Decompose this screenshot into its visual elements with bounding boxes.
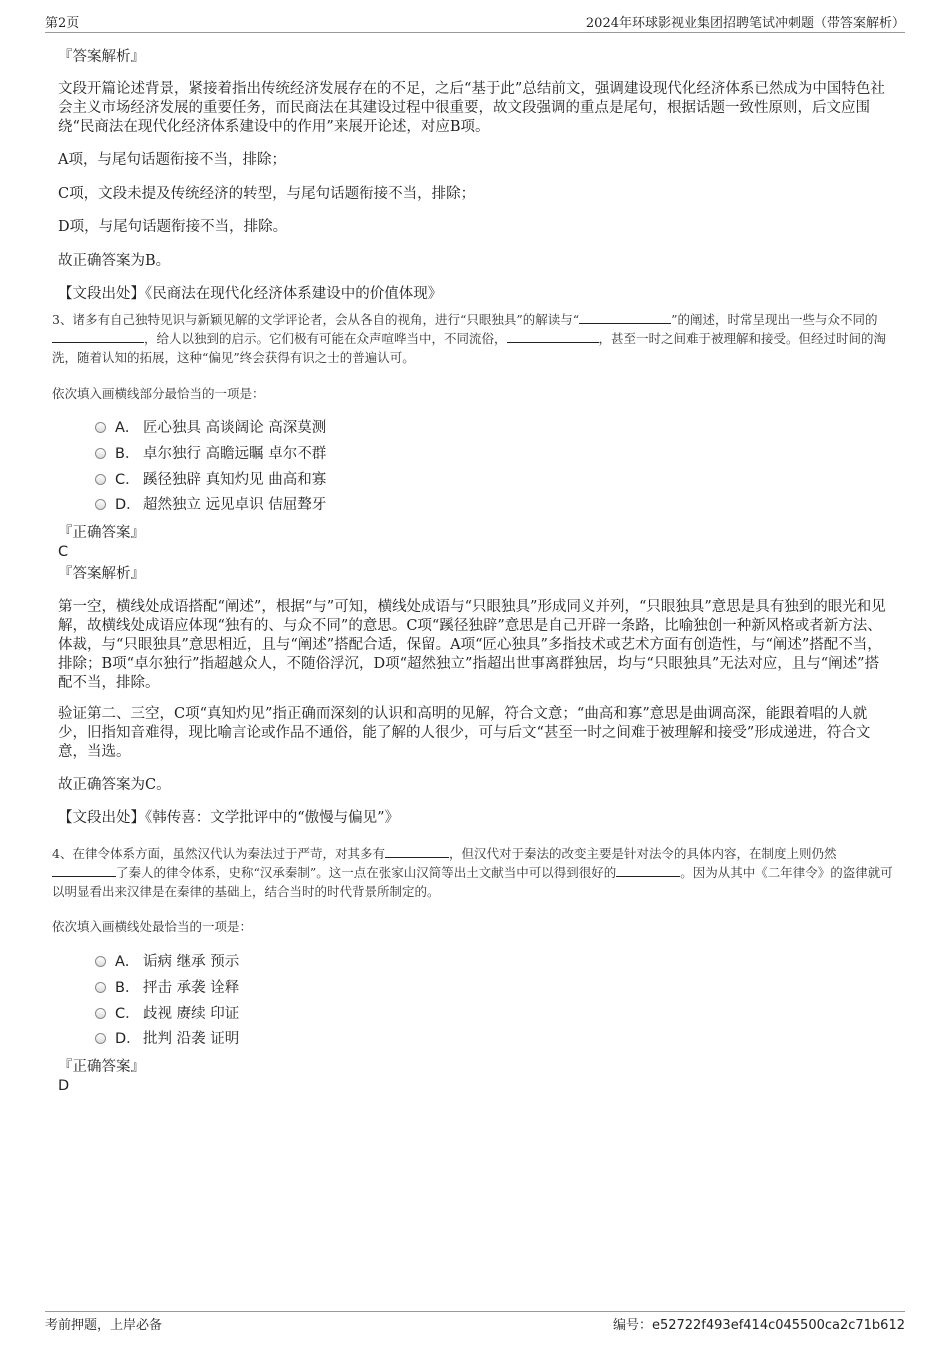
correct-answer-label: 『正确答案』: [58, 1059, 145, 1075]
fill-blank: [579, 311, 671, 324]
radio-icon[interactable]: [95, 499, 106, 510]
text-source: 【文段出处】《韩传喜：文学批评中的“傲慢与偏见”》: [58, 810, 400, 826]
answer-conclusion: 故正确答案为C。: [58, 777, 171, 793]
fill-blank: [385, 845, 449, 858]
correct-answer: C: [58, 544, 69, 560]
q3-option-c[interactable]: C． 蹊径独辟 真知灼见 曲高和寡: [95, 470, 326, 490]
q4-option-d[interactable]: D． 批判 沿袭 证明: [95, 1029, 239, 1049]
q3-option-d[interactable]: D． 超然独立 远见卓识 佶屈聱牙: [95, 495, 326, 515]
radio-icon[interactable]: [95, 422, 106, 433]
radio-icon[interactable]: [95, 474, 106, 485]
radio-icon[interactable]: [95, 1033, 106, 1044]
fill-blank: [507, 330, 599, 343]
analysis-option-c: C项，文段未提及传统经济的转型，与尾句话题衔接不当，排除；: [58, 186, 476, 202]
question-3-stem: 3、诸多有自己独特见识与新颖见解的文学评论者，会从各自的视角，进行“只眼独具”的解读与“ ”的阐述，时常呈现出一些与众不同的，给人以独到的启示。它们极有可能在众声喧哗当中，不同流俗， ，甚至一时之间难于被理解和接受。但经过时间的淘洗，随着认知的拓展，这种“偏见”终会获得有识之士的普遍认可。: [52, 312, 887, 365]
analysis-paragraph: 文段开篇论述背景，紧接着指出传统经济发展存在的不足，之后“基于此”总结前文，强调建设现代化经济体系已然成为中国特色社会主义市场经济发展的重要任务，而民商法在其建设过程中很重要，故文段强调的重点是尾句，根据话题一致性原则，后文应围绕“民商法在现代化经济体系建设中的作用”来展开论述，对应B项。: [58, 81, 885, 135]
q4-option-b[interactable]: B． 抨击 承袭 诠释: [95, 978, 239, 998]
radio-icon[interactable]: [95, 956, 106, 967]
header-divider: [45, 32, 905, 33]
footer-slogan: 考前押题，上岸必备: [45, 1318, 163, 1333]
analysis-label: 『答案解析』: [58, 566, 145, 582]
analysis-option-a: A项，与尾句话题衔接不当，排除；: [58, 152, 286, 168]
analysis-option-d: D项，与尾句话题衔接不当，排除。: [58, 219, 288, 235]
page-header: [45, 12, 905, 32]
page-footer: [45, 1314, 905, 1334]
document-title: 2024年环球影视业集团招聘笔试冲刺题（带答案解析）: [585, 16, 905, 31]
answer-conclusion: 故正确答案为B。: [58, 253, 171, 269]
fill-blank: [52, 864, 116, 877]
analysis-paragraph: 验证第二、三空，C项“真知灼见”指正确而深刻的认识和高明的见解，符合文意；“曲高和寡”意思是曲调高深，能跟着唱的人就少，旧指知音难得，现比喻言论或作品不通俗，能了解的人很少，可与后文“甚至一时之间难于被理解和接受”形成递进，符合文意，当选。: [58, 706, 871, 760]
radio-icon[interactable]: [95, 1008, 106, 1019]
correct-answer: D: [58, 1078, 70, 1094]
question-4-stem: 4、在律令体系方面，虽然汉代认为秦法过于严苛，对其多有 ，但汉代对于秦法的改变主要是针对法令的具体内容，在制度上则仍然了秦人的律令体系，史称“汉承秦制”。这一点在张家山汉简等出土文献当中可以得到很好的 。因为从其中《二年律令》的盗律就可以明显看出来汉律是在秦律的基础上，结合当时的时代背景所制定的。: [52, 846, 893, 899]
question-3-prompt: 依次填入画横线部分最恰当的一项是：: [52, 386, 265, 401]
text-source: 【文段出处】《民商法在现代化经济体系建设中的价值体现》: [58, 286, 443, 302]
footer-divider: [45, 1311, 905, 1312]
document-code: 编号：e52722f493ef414c045500ca2c71b612: [612, 1318, 905, 1333]
radio-icon[interactable]: [95, 982, 106, 993]
analysis-paragraph: 第一空，横线处成语搭配“阐述”，根据“与”可知，横线处成语与“只眼独具”形成同义并列，“只眼独具”意思是具有独到的眼光和见解，故横线处成语应体现“独有的、与众不同”的意思。C项“蹊径独辟”意思是自己开辟一条路，比喻独创一种新风格或者新方法、体裁，与“只眼独具”意思相近，且与“阐述”搭配合适，保留。A项“匠心独具”多指技术或艺术方面有创造性，与“阐述”搭配不当，排除；B项“卓尔独行”指超越众人，不随俗浮沉，D项“超然独立”指超出世事离群独居，均与“只眼独具”无法对应，且与“阐述”搭配不当，排除。: [58, 599, 886, 691]
question-4-prompt: 依次填入画横线处最恰当的一项是：: [52, 919, 253, 934]
radio-icon[interactable]: [95, 448, 106, 459]
correct-answer-label: 『正确答案』: [58, 525, 145, 541]
q4-option-c[interactable]: C． 歧视 赓续 印证: [95, 1004, 239, 1024]
fill-blank: [52, 330, 144, 343]
fill-blank: [616, 864, 680, 877]
page-number: 第2页: [45, 16, 80, 31]
analysis-label: 『答案解析』: [58, 49, 145, 65]
q3-option-a[interactable]: A． 匠心独具 高谈阔论 高深莫测: [95, 418, 326, 438]
q3-option-b[interactable]: B． 卓尔独行 高瞻远瞩 卓尔不群: [95, 444, 326, 464]
q4-option-a[interactable]: A． 诟病 继承 预示: [95, 952, 239, 972]
